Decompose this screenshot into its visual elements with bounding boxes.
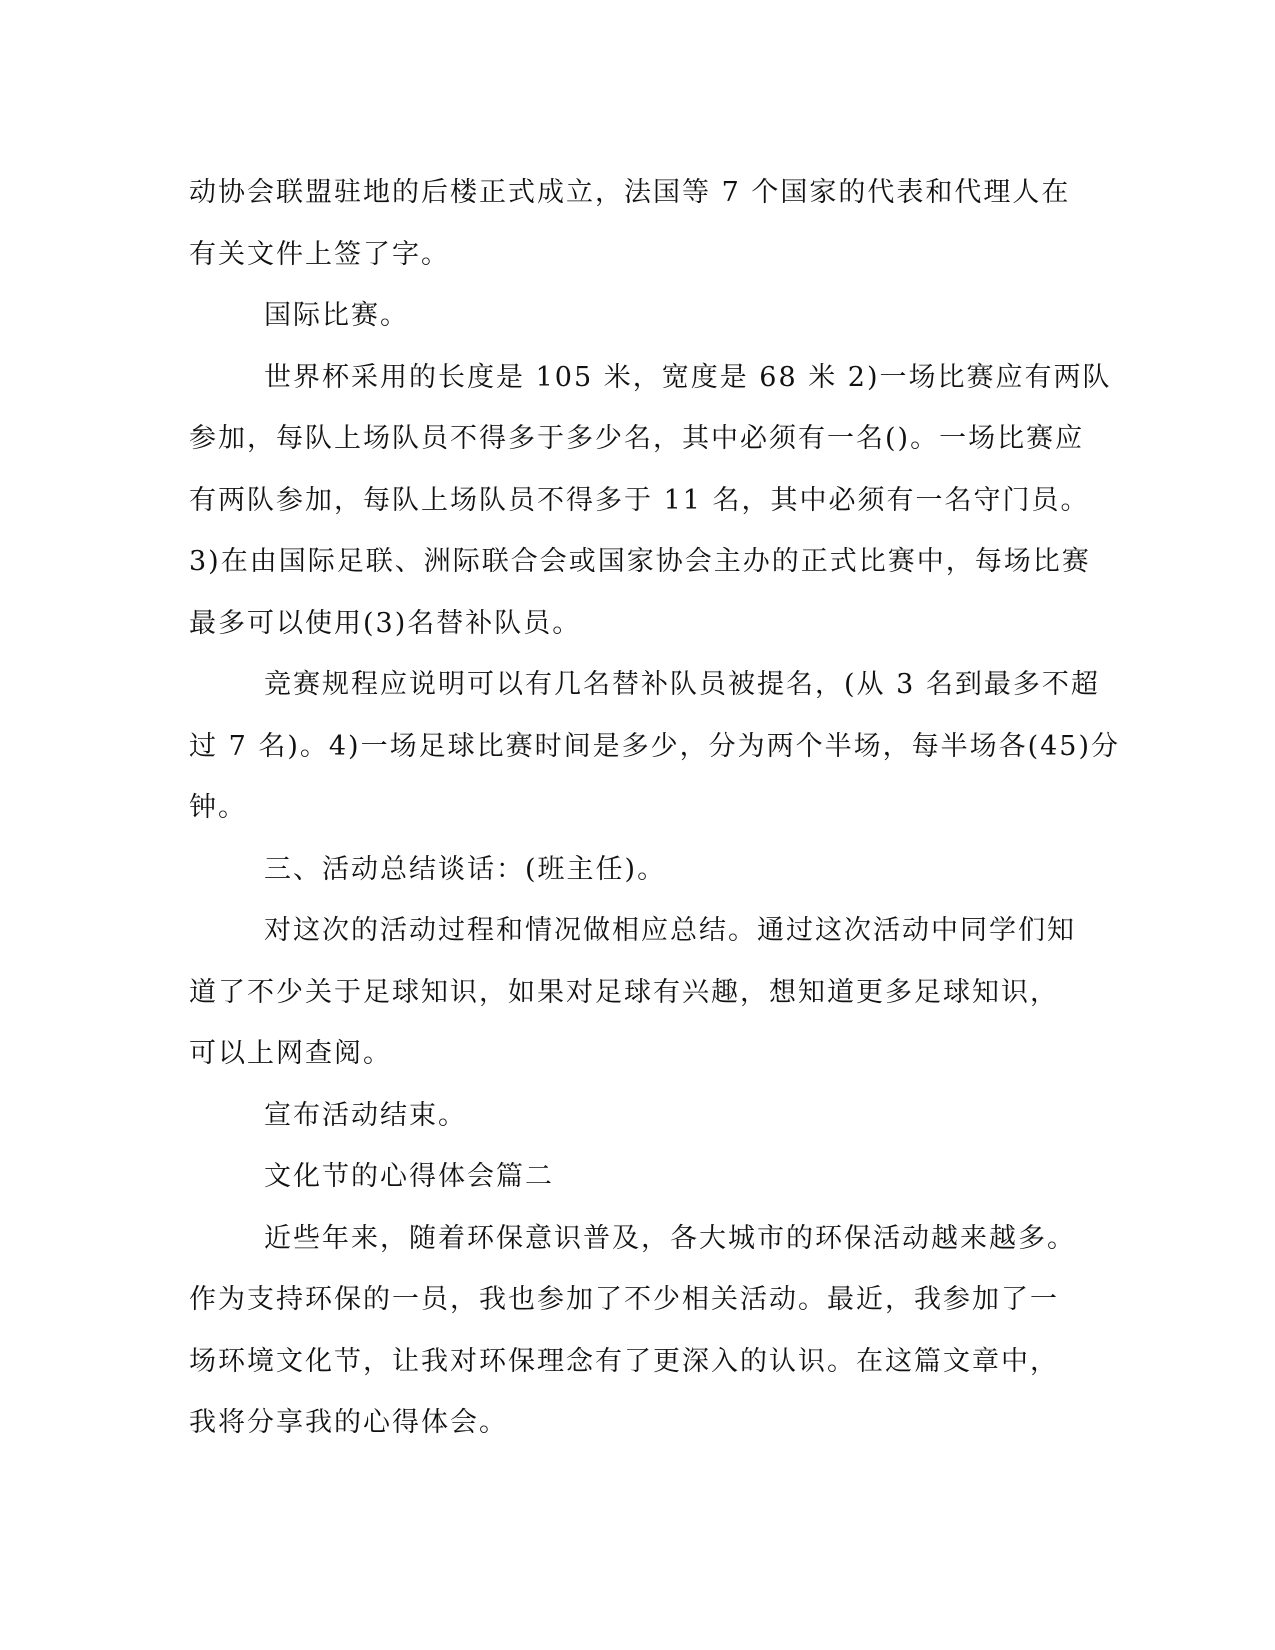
document-body	[189, 162, 1121, 1454]
text-line: 国际比赛。	[264, 300, 409, 331]
text-line: 3)在由国际足联、洲际联合会或国家协会主办的正式比赛中，每场比赛	[189, 546, 1091, 577]
text-line: 我将分享我的心得体会。	[189, 1407, 508, 1438]
text-line: 有关文件上签了字。	[189, 238, 450, 270]
text-line: 对这次的活动过程和情况做相应总结。通过这次活动中同学们知	[264, 915, 1076, 946]
text-line: 可以上网查阅。	[189, 1038, 392, 1069]
text-line: 近些年来，随着环保意识普及，各大城市的环保活动越来越多。	[264, 1222, 1076, 1254]
text-line: 钟。	[189, 792, 247, 823]
text-line: 道了不少关于足球知识，如果对足球有兴趣，想知道更多足球知识，	[189, 976, 1059, 1008]
text-line: 场环境文化节，让我对环保理念有了更深入的认识。在这篇文章中，	[189, 1345, 1059, 1377]
text-line: 世界杯采用的长度是 105 米，宽度是 68 米 2)一场比赛应有两队	[264, 361, 1112, 393]
text-line: 有两队参加，每队上场队员不得多于 11 名，其中必须有一名守门员。	[189, 484, 1090, 516]
text-line: 过 7 名)。4)一场足球比赛时间是多少，分为两个半场，每半场各(45)分	[189, 730, 1121, 762]
text-line: 动协会联盟驻地的后楼正式成立，法国等 7 个国家的代表和代理人在	[189, 177, 1071, 208]
text-line: 作为支持环保的一员，我也参加了不少相关活动。最近，我参加了一	[189, 1284, 1059, 1315]
text-line: 参加，每队上场队员不得多于多少名，其中必须有一名()。一场比赛应	[189, 423, 1085, 454]
text-line: 文化节的心得体会篇二	[264, 1161, 554, 1192]
text-line: 竞赛规程应说明可以有几名替补队员被提名，(从 3 名到最多不超	[264, 669, 1100, 700]
text-line: 最多可以使用(3)名替补队员。	[189, 607, 582, 639]
text-line: 宣布活动结束。	[264, 1099, 467, 1131]
text-line: 三、活动总结谈话：(班主任)。	[264, 853, 667, 885]
